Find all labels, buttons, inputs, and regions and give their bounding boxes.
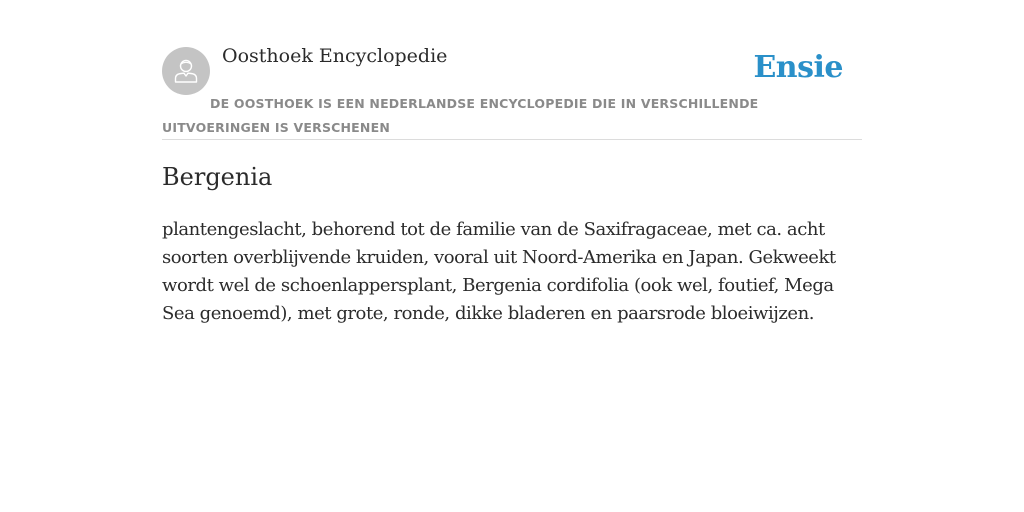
entry-title: Bergenia <box>162 163 273 191</box>
author-description: DE OOSTHOEK IS EEN NEDERLANDSE ENCYCLOPEDIE DIE IN VERSCHILLENDE UITVOERINGEN IS VERSCHENEN <box>162 96 759 135</box>
entry-body: plantengeslacht, behorend tot de familie van de Saxifragaceae, met ca. acht soorten overblijvende kruiden, vooral uit Noord-Amerika en Japan. Gekweekt wordt wel de schoenlappersplant, Bergenia cordifolia (ook wel, foutief, Mega Sea genoemd), met grote, ronde, dikke bladeren en paarsrode bloeiwijzen. <box>162 219 836 324</box>
avatar[interactable] <box>162 47 210 95</box>
author-name[interactable]: Oosthoek Encyclopedie <box>222 45 448 67</box>
author-header <box>162 0 862 140</box>
brand-logo[interactable]: Ensie <box>753 50 843 85</box>
user-icon <box>172 57 200 85</box>
content-column <box>162 0 862 324</box>
